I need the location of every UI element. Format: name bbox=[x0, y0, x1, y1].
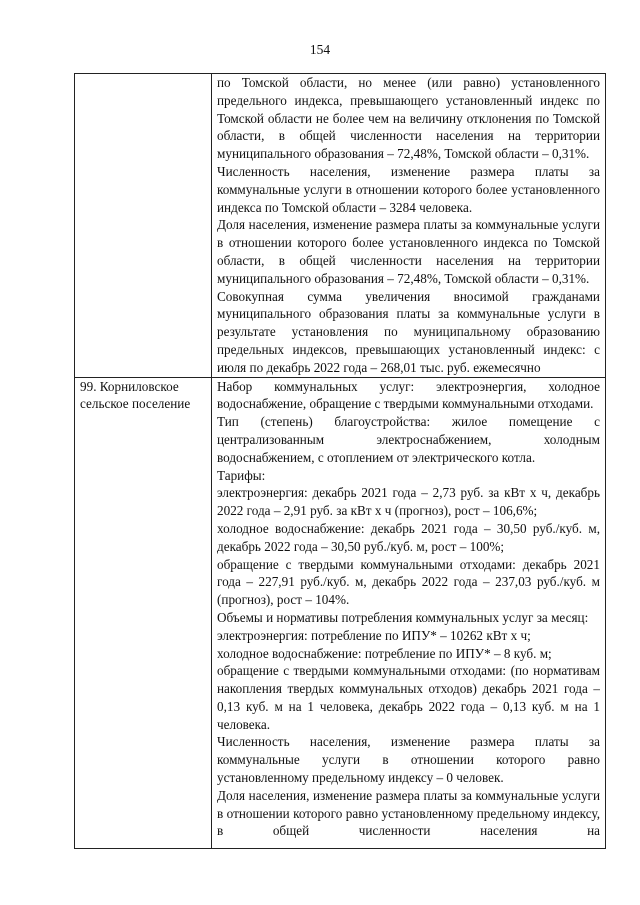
paragraph: холодное водоснабжение: потребление по ИПУ* – 8 куб. м; bbox=[217, 645, 552, 661]
table-row bbox=[75, 74, 606, 378]
paragraph: Объемы и нормативы потребления коммунальных услуг за месяц: bbox=[217, 609, 589, 625]
paragraph: Доля населения, изменение размера платы за коммунальные услуги в отношении которого равно установленному предельному индексу, в общей численности населения на bbox=[217, 787, 600, 839]
paragraph: Тип (степень) благоустройства: жилое помещение с централизованным электроснабжением, холодным водоснабжением, с отоплением от электрического котла. bbox=[217, 414, 600, 465]
paragraph: электроэнергия: потребление по ИПУ* – 10262 кВт х ч; bbox=[217, 627, 531, 643]
description-cell bbox=[212, 377, 606, 848]
municipality-table bbox=[74, 73, 606, 849]
page-number: 154 bbox=[309, 42, 331, 57]
paragraph: по Томской области, но менее (или равно) установленного предельного индекса, превышающего установленный индекс по Томской области не более чем на величину отклонения по Томской области, в общей численности населения на территории муниципального образования – 72,48%, Томской области – 0,31%. bbox=[217, 75, 600, 162]
municipality-cell bbox=[75, 74, 212, 378]
paragraph: Численность населения, изменение размера платы за коммунальные услуги в отношении которого равно установленному предельному индексу – 0 человек. bbox=[217, 734, 600, 786]
paragraph: Доля населения, изменение размера платы за коммунальные услуги в отношении которого более установленного индекса по Томской области, в общей численности населения на территории муниципального образования – 72,48%, Томской области – 0,31%. bbox=[217, 217, 600, 286]
paragraph: Численность населения, изменение размера платы за коммунальные услуги в отношении которого более установленного индекса по Томской области – 3284 человека. bbox=[217, 163, 600, 215]
paragraph: Набор коммунальных услуг: электроэнергия, холодное водоснабжение, обращение с твердыми коммунальными отходами. bbox=[217, 378, 600, 412]
description-cell bbox=[212, 74, 606, 378]
paragraph: Тарифы: bbox=[217, 467, 266, 483]
paragraph: электроэнергия: декабрь 2021 года – 2,73 руб. за кВт х ч, декабрь 2022 года – 2,91 руб. за кВт х ч (прогноз), рост – 106,6%; bbox=[217, 485, 600, 519]
paragraph: обращение с твердыми коммунальными отходами: (по нормативам накопления твердых коммунальных отходов) декабрь 2021 года – 0,13 куб. м на 1 человека, декабрь 2022 года – 0,13 куб. м на 1 человека. bbox=[217, 663, 600, 732]
table-row bbox=[75, 377, 606, 848]
paragraph: обращение с твердыми коммунальными отходами: декабрь 2021 года – 227,91 руб./куб. м, декабрь 2022 года – 237,03 руб./куб. м (прогноз), рост – 104%. bbox=[217, 556, 600, 608]
municipality-cell: 99. Корниловское сельское поселение bbox=[75, 377, 212, 848]
paragraph: холодное водоснабжение: декабрь 2021 года – 30,50 руб./куб. м, декабрь 2022 года – 30,50 руб./куб. м, рост – 100%; bbox=[217, 520, 600, 554]
paragraph: Совокупная сумма увеличения вносимой гражданами муниципального образования платы за коммунальные услуги в результате установления по муниципальному образованию предельных индексов, превышающих установленный индекс: с июля по декабрь 2022 года – 268,01 тыс. руб. ежемесячно bbox=[217, 288, 600, 375]
